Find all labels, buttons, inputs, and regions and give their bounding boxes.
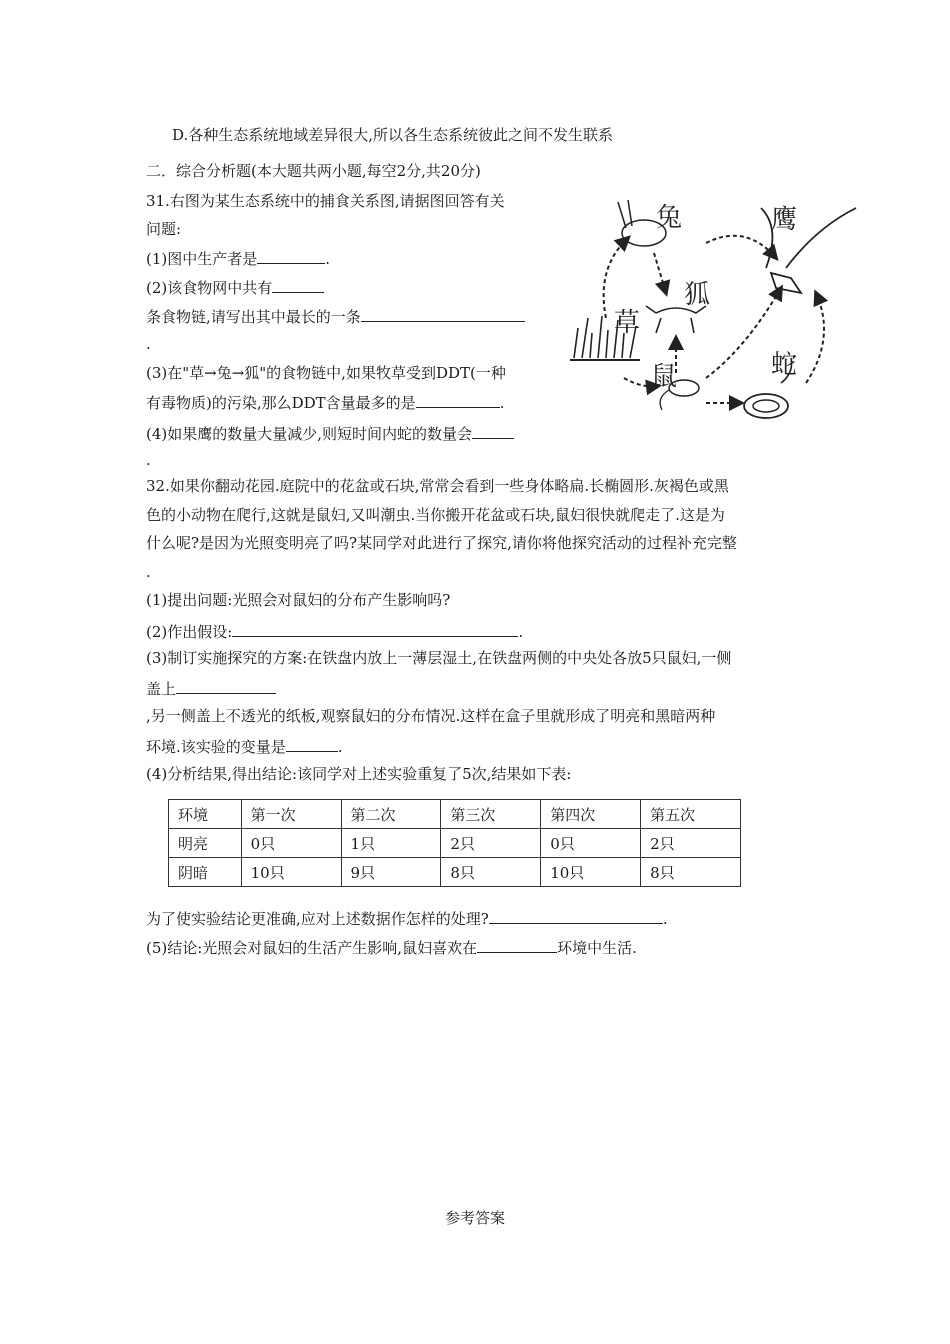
q31-part3-text: 有毒物质)的污染,那么DDT含量最多的是 [146, 394, 416, 412]
table-cell: 0只 [241, 829, 341, 858]
q32-part3-line1: (3)制订实施探究的方案:在铁盘内放上一薄层湿土,在铁盘两侧的中央处各放5只鼠妇,一侧 [146, 649, 732, 667]
q32-cover-blank[interactable] [176, 677, 276, 694]
q31-longest-chain-blank[interactable] [361, 305, 525, 322]
arrow-snake-eagle [806, 293, 824, 383]
arrow-mouse-eagle [706, 288, 781, 378]
q32-data-period: . [662, 910, 668, 928]
table-row [169, 800, 741, 829]
food-web-label-fox: 狐 [684, 280, 711, 310]
q32-part5 [146, 936, 637, 958]
table-cell: 9只 [341, 858, 441, 887]
q32-variable-blank[interactable] [286, 735, 338, 752]
table-cell: 明亮 [169, 829, 242, 858]
q32-part1: (1)提出问题:光照会对鼠妇的分布产生影响吗? [146, 591, 451, 609]
q32-part2 [146, 620, 523, 642]
table-cell: 10只 [541, 858, 641, 887]
table-cell: 0只 [541, 829, 641, 858]
q32-part3-text: 盖上 [146, 680, 177, 698]
q32-part3-line4 [146, 735, 343, 757]
q32-stem-line1: 32.如果你翻动花园.庭院中的花盆或石块,常常会看到一些身体略扁.长椭圆形.灰褐色或黑 [146, 477, 729, 495]
table-header-cell: 第二次 [341, 800, 441, 829]
arrow-rabbit-eagle [706, 236, 776, 258]
q31-part3-line1: (3)在"草→兔→狐"的食物链中,如果牧草受到DDT(一种 [146, 364, 506, 382]
q31-part3-period: . [499, 394, 505, 412]
q31-part2-b-text: 条食物链,请写出其中最长的一条 [146, 308, 361, 326]
q32-environment-blank[interactable] [477, 936, 557, 953]
q31-chain-count-blank[interactable] [272, 276, 324, 293]
table-header-cell: 第五次 [641, 800, 741, 829]
table-row [169, 858, 741, 887]
food-web-label-rabbit: 兔 [656, 203, 683, 233]
food-web-label-eagle: 鹰 [771, 205, 798, 235]
q31-part1-period: . [325, 250, 331, 268]
q31-producer-blank[interactable] [257, 247, 325, 264]
q32-part2-period: . [518, 623, 524, 641]
food-web-label-snake: 蛇 [771, 350, 798, 380]
q31-snake-blank[interactable] [472, 422, 514, 439]
q31-part4-dot: . [146, 451, 151, 469]
q31-stem-line1: 31.右图为某生态系统中的捕食关系图,请据图回答有关 [146, 192, 505, 210]
results-table [168, 799, 741, 887]
q32-data-processing [146, 907, 668, 929]
q32-stem-line2: 色的小动物在爬行,这就是鼠妇,又叫潮虫.当你搬开花盆或石块,鼠妇很快就爬走了.这是为 [146, 506, 725, 524]
q32-stem-line3: 什么呢?是因为光照变明亮了吗?某同学对此进行了探究,请你将他探究活动的过程补充完整 [146, 534, 737, 552]
q31-part2-dot: . [146, 335, 151, 353]
q31-part2 [146, 276, 324, 298]
q31-part2-text: (2)该食物网中共有 [146, 279, 273, 297]
q31-part4-text: (4)如果鹰的数量大量减少,则短时间内蛇的数量会 [146, 425, 473, 443]
table-header-cell: 第一次 [241, 800, 341, 829]
table-cell: 2只 [641, 829, 741, 858]
table-cell: 10只 [241, 858, 341, 887]
q31-part4 [146, 422, 514, 444]
q31-part2-b [146, 305, 525, 327]
arrow-grass-rabbit [604, 238, 628, 318]
table-cell: 8只 [641, 858, 741, 887]
q32-part3-variable-text: 环境.该实验的变量是 [146, 738, 286, 756]
q32-part2-text: (2)作出假设: [146, 623, 233, 641]
table-cell: 阴暗 [169, 858, 242, 887]
answer-key-heading: 参考答案 [444, 1209, 505, 1227]
food-web-diagram [566, 188, 866, 438]
option-d: D.各种生态系统地域差异很大,所以各生态系统彼此之间不发生联系 [172, 126, 614, 144]
table-header-cell: 第四次 [541, 800, 641, 829]
fox-figure [646, 306, 706, 333]
q32-part3-period: . [337, 738, 343, 756]
table-cell: 1只 [341, 829, 441, 858]
food-web-label-grass: 草 [614, 308, 641, 338]
q32-part3-line2 [146, 677, 276, 699]
q31-ddt-blank[interactable] [416, 391, 500, 408]
table-header-cell: 环境 [169, 800, 242, 829]
q31-part1 [146, 247, 330, 269]
q32-part4: (4)分析结果,得出结论:该同学对上述实验重复了5次,结果如下表: [146, 765, 572, 783]
q32-stem-dot: . [146, 563, 151, 581]
food-web-label-mouse: 鼠 [651, 362, 678, 392]
q32-hypothesis-blank[interactable] [232, 620, 518, 637]
q32-part5-tail: 环境中生活. [557, 939, 637, 957]
section-two-heading: 二．综合分析题(本大题共两小题,每空2分,共20分) [146, 162, 481, 180]
q31-part1-text: (1)图中生产者是 [146, 250, 258, 268]
q32-part5-text: (5)结论:光照会对鼠妇的生活产生影响,鼠妇喜欢在 [146, 939, 478, 957]
table-header-cell: 第三次 [441, 800, 541, 829]
q32-data-processing-text: 为了使实验结论更准确,应对上述数据作怎样的处理? [146, 910, 489, 928]
table-cell: 8只 [441, 858, 541, 887]
table-row [169, 829, 741, 858]
table-cell: 2只 [441, 829, 541, 858]
q31-stem-line2: 问题: [146, 220, 182, 238]
q31-part3-line2 [146, 391, 504, 413]
q32-processing-blank[interactable] [489, 907, 663, 924]
q32-part3-line3: ,另一侧盖上不透光的纸板,观察鼠妇的分布情况.这样在盒子里就形成了明亮和黑暗两种 [146, 707, 716, 725]
arrow-rabbit-fox [654, 253, 666, 293]
